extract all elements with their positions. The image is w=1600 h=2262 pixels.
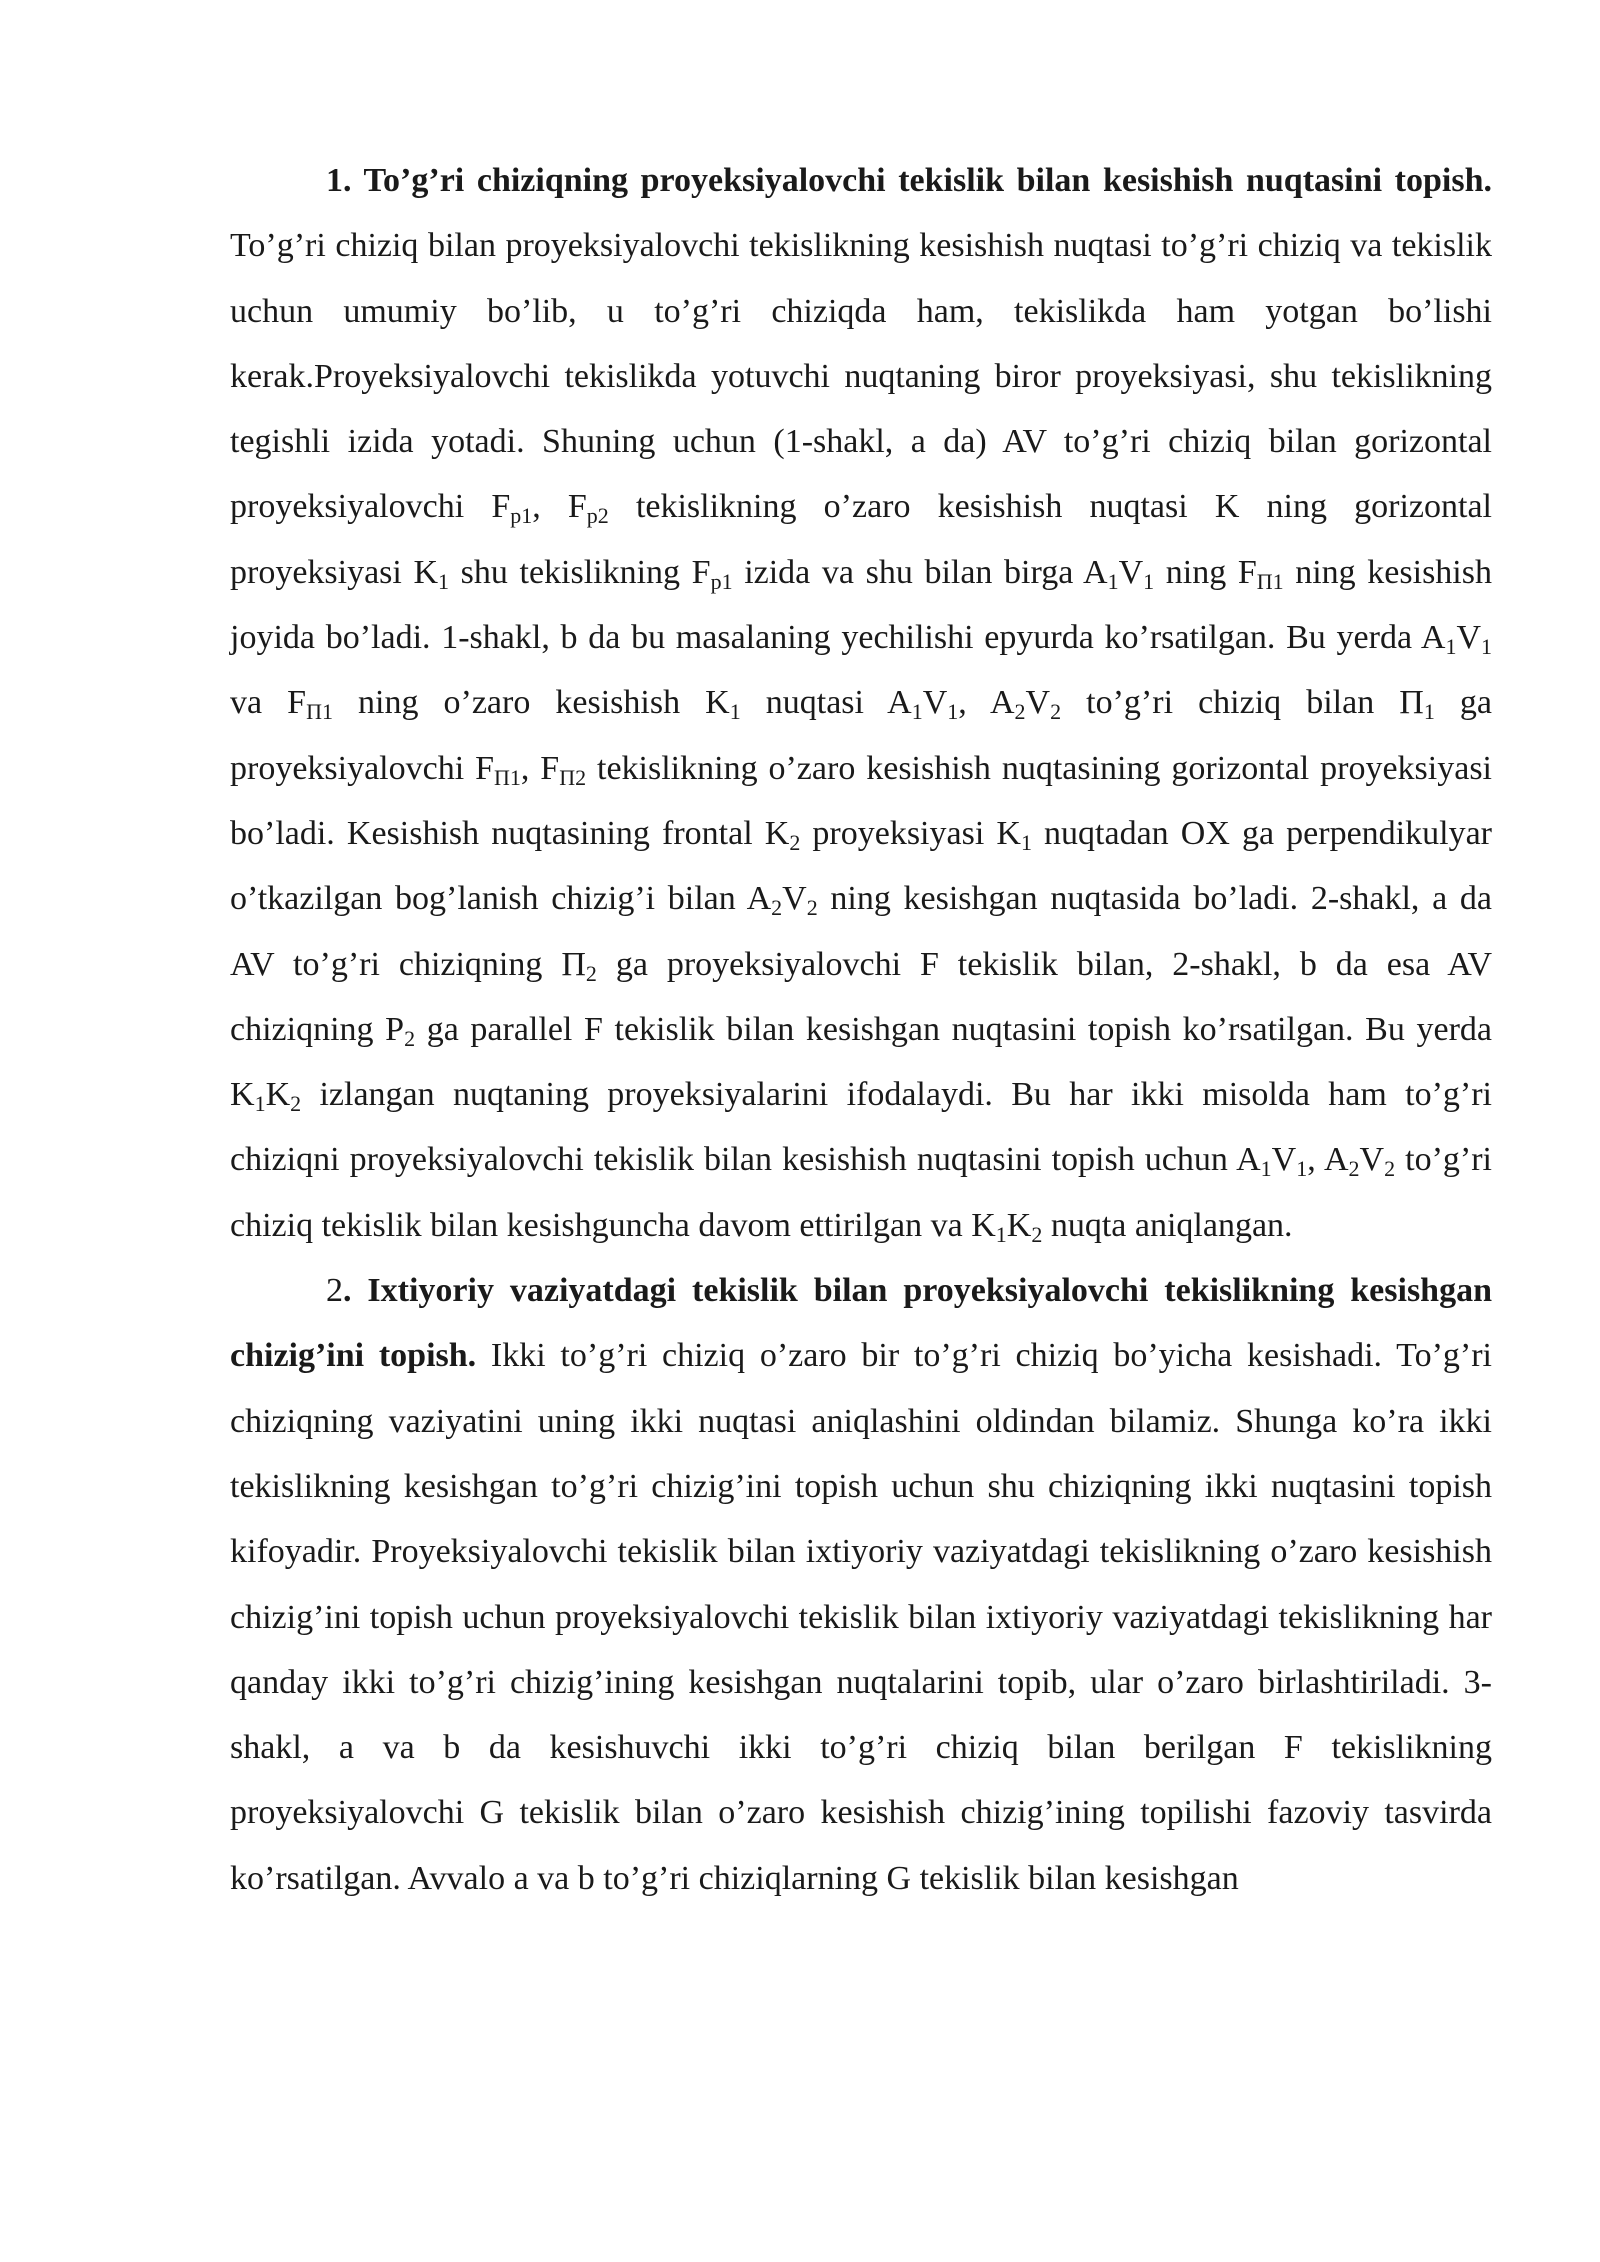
subscript-index: 1 [438,568,450,594]
subscript-index: 2 [1348,1156,1360,1182]
body-text: V [1118,553,1144,591]
subscript-index: 2 [404,1025,416,1051]
body-text: V [1025,684,1051,722]
subscript-index: 1 [911,699,923,725]
body-text: nuqta aniqlangan. [1042,1206,1293,1244]
body-text: ning F [1154,553,1257,591]
subscript-index: 2 [585,960,597,986]
subscript-index: 1 [1423,699,1435,725]
body-text: , A [1307,1141,1349,1179]
body-text: proyeksiyasi K [800,814,1021,852]
subscript-index: 1 [1260,1156,1272,1182]
body-text: ga proyeksiyalovchi F tekislik bilan, 2-shakl, b da esa AV chiziqning P [230,945,1492,1048]
body-text: Ikki to’g’ri chiziq o’zaro bir to’g’ri chiziq bo’yicha kesishadi. To’g’ri chiziqning vaziyatini uning ikki nuqtasi aniqlashini oldindan bilamiz. Shunga ko’ra ikki tekislikning kesishgan to’g’ri chizig’ini topish uchun shu chiziqning ikki nuqtasini topish kifoyadir. Proyeksiyalovchi tekislik bilan ixtiyoriy vaziyatdagi tekislikning o’zaro kesishish chizig’ini topish uchun proyeksiyalovchi tekislik bilan ixtiyoriy vaziyatdagi tekislikning har qanday ikki to’g’ri chizig’ining kesishgan nuqtalarini topib, ular o’zaro birlashtiriladi. 3-shakl, a va b da kesishuvchi ikki to’g’ri chiziq bilan berilgan F tekislikning proyeksiyalovchi G tekislik bilan o’zaro kesishish chizig’ining topilishi fazoviy tasvirda ko’rsatilgan. Avvalo a va b to’g’ri chiziqlarning G tekislik bilan kesishgan [230,1337,1492,1897]
subscript-index: 1 [947,699,959,725]
subscript-index: 2 [1384,1156,1396,1182]
body-text: izlangan nuqtaning proyeksiyalarini ifodalaydi. Bu har ikki misolda ham to’g’ri chiziqni proyeksiyalovchi tekislik bilan kesishish nuqtasini topish uchun A [230,1076,1492,1179]
body-text: V [922,684,948,722]
body-text: to’g’ri chiziq tekislik bilan kesishguncha davom ettirilgan va K [230,1141,1493,1244]
subscript-index: p2 [586,503,609,529]
subscript-index: П1 [306,699,333,725]
body-text: ga proyeksiyalovchi F [230,684,1492,787]
subscript-index: 1 [1481,634,1492,660]
subscript-index: 2 [789,829,801,855]
subscript-index: 1 [1445,634,1457,660]
subscript-index: 1 [1296,1156,1308,1182]
subscript-index: 1 [1143,568,1155,594]
body-text: , A [958,684,1015,722]
paragraph-plane-intersection-line [230,1258,1492,1911]
subscript-index: 2 [1014,699,1026,725]
body-text: ning kesishgan nuqtasida bo’ladi. 2-shakl, a da AV to’g’ri chiziqning Π [230,880,1492,983]
body-text: shu tekislikning F [449,553,711,591]
body-text: V [1456,619,1481,657]
body-text: V [1359,1141,1385,1179]
body-text: , F [520,749,560,787]
paragraph-projecting-plane-intersection-point [230,148,1492,1258]
body-text: K [1006,1206,1032,1244]
body-text: V [1271,1141,1297,1179]
subscript-index: 1 [1107,568,1119,594]
subscript-index: 2 [806,895,818,921]
subscript-index: 2 [1031,1221,1043,1247]
subscript-index: 2 [290,1091,302,1117]
body-text: nuqtadan OX ga perpendikulyar o’tkazilgan bog’lanish chizig’i bilan A [230,814,1492,918]
body-text: V [782,880,807,918]
subscript-index: p1 [510,503,533,529]
document-page [230,148,1492,1911]
subscript-index: 1 [254,1091,266,1117]
section-heading: 1. To’g’ri chiziqning proyeksiyalovchi tekislik bilan kesishish nuqtasini topish. [326,162,1492,199]
subscript-index: 2 [1050,699,1062,725]
subscript-index: 1 [1020,829,1032,855]
subscript-index: 2 [771,895,783,921]
body-text: 2 [326,1272,343,1310]
subscript-index: П2 [559,764,587,790]
body-text: To’g’ri chiziq bilan proyeksiyalovchi tekislikning kesishish nuqtasi to’g’ri chiziq va tekislik uchun umumiy bo’lib, u to’g’ri chiziqda ham, tekislikda ham yotgan bo’lishi kerak.Proyeksiyalovchi tekislikda yotuvchi nuqtaning biror proyeksiyasi, shu tekislikning tegishli izida yotadi. Shuning uchun (1-shakl, a da) AV to’g’ri chiziq bilan gorizontal proyeksiyalovchi F [230,227,1492,526]
body-text: tekislikning o’zaro kesishish nuqtasining gorizontal proyeksiyasi bo’ladi. Kesishish nuqtasining frontal K [230,749,1493,852]
body-text: nuqtasi A [740,684,912,722]
subscript-index: П1 [494,764,521,790]
body-text: va F [230,684,307,722]
body-text: tekislikning o’zaro kesishish nuqtasi K ning gorizontal proyeksiyasi K [230,488,1492,591]
subscript-index: П1 [1256,568,1284,594]
body-text: K [265,1076,291,1114]
body-text: , F [532,488,587,526]
body-text: ning kesishish joyida bo’ladi. 1-shakl, b da bu masalaning yechilishi epyurda ko’rsatilgan. Bu yerda A [230,553,1492,657]
body-text: to’g’ri chiziq bilan Π [1061,684,1424,722]
body-text: ga parallel F tekislik bilan kesishgan nuqtasini topish ko’rsatilgan. Bu yerda K [230,1010,1492,1114]
subscript-index: p1 [710,568,733,594]
section-heading: . Ixtiyoriy vaziyatdagi tekislik bilan proyeksiyalovchi tekislikning kesishgan chizig’ini topish. [230,1272,1492,1375]
body-text: izida va shu bilan birga A [732,553,1108,591]
body-text: ning o’zaro kesishish K [332,684,730,722]
subscript-index: 1 [729,699,741,725]
subscript-index: 1 [995,1221,1007,1247]
